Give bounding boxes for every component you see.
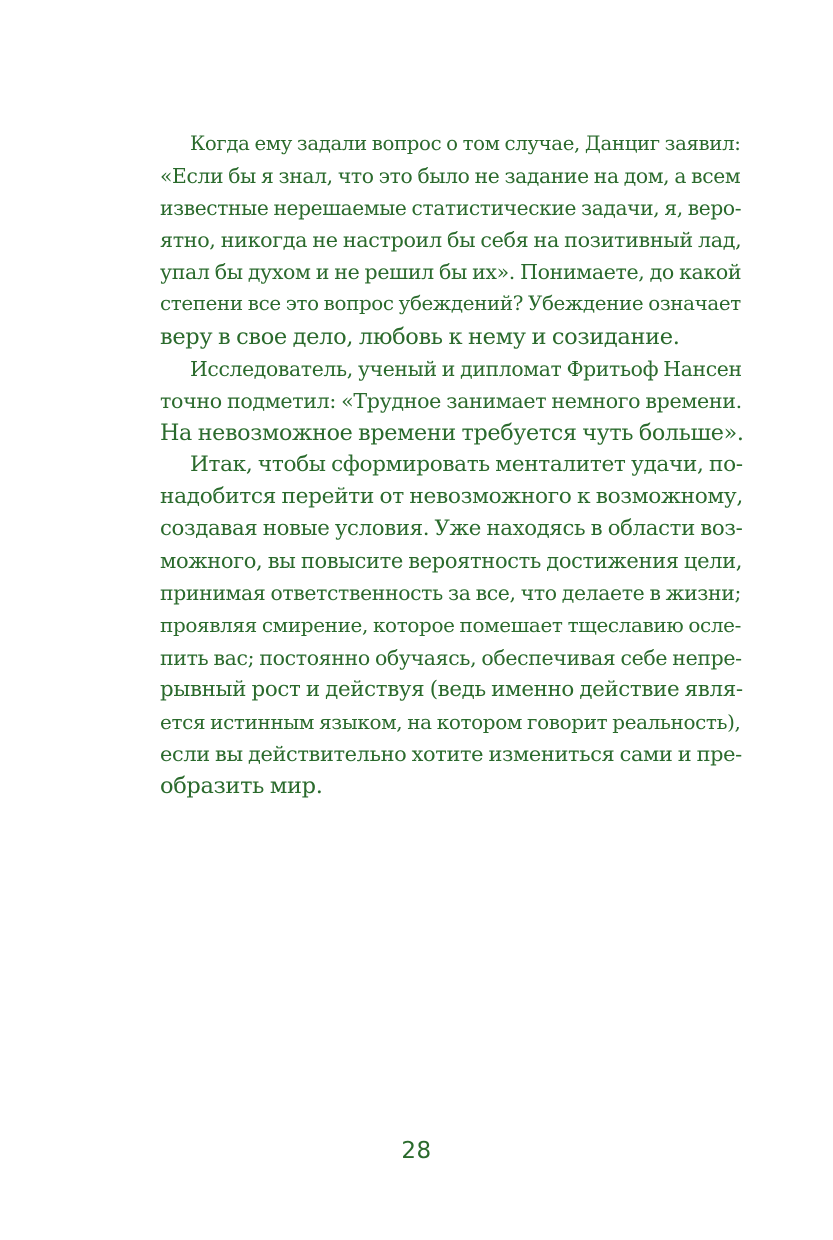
- text-line: принимая ответственность за все, что делаете в жизни;: [160, 581, 741, 606]
- body-text: [130, 128, 744, 802]
- text-line: надобится перейти от невозможного к возможному,: [160, 484, 743, 510]
- text-line: На невозможное времени требуется чуть больше».: [160, 419, 744, 446]
- text-line: Когда ему задали вопрос о том случае, Данциг заявил:: [190, 132, 741, 155]
- text-line: образить мир.: [160, 772, 323, 799]
- text-line: пить вас; постоянно обучаясь, обеспечивая себе непре-: [160, 645, 742, 670]
- text-line: известные нерешаемые статистические задачи, я, веро-: [160, 196, 742, 221]
- paragraph-1: [130, 128, 742, 353]
- paragraph-3: [130, 449, 743, 802]
- text-line: проявляя смирение, которое помешает тщеславию осле-: [160, 613, 741, 638]
- text-line: точно подметил: «Трудное занимает немного времени.: [160, 388, 742, 413]
- page-number: 28: [401, 1138, 432, 1164]
- text-line: «Если бы я знал, что это было не задание на дом, а всем: [160, 164, 741, 189]
- text-line: веру в свое дело, любовь к нему и созидание.: [160, 323, 680, 350]
- paragraph-2: [130, 353, 744, 449]
- text-line: упал бы духом и не решил бы их». Понимаете, до какой: [160, 260, 742, 285]
- text-line: рывный рост и действуя (ведь именно действие явля-: [160, 676, 743, 702]
- text-line: ятно, никогда не настроил бы себя на позитивный лад,: [160, 228, 742, 253]
- text-line: создавая новые условия. Уже находясь в области воз-: [160, 516, 743, 542]
- text-line: если вы действительно хотите измениться сами и пре-: [160, 741, 742, 766]
- text-line: можного, вы повысите вероятность достижения цели,: [160, 549, 743, 574]
- text-line: Исследователь, ученый и дипломат Фритьоф Нансен: [190, 356, 742, 381]
- text-line: ется истинным языком, на котором говорит реальность),: [160, 709, 741, 734]
- text-line: степени все это вопрос убеждений? Убеждение означает: [160, 292, 741, 316]
- text-line: Итак, чтобы сформировать менталитет удачи, по-: [190, 451, 743, 477]
